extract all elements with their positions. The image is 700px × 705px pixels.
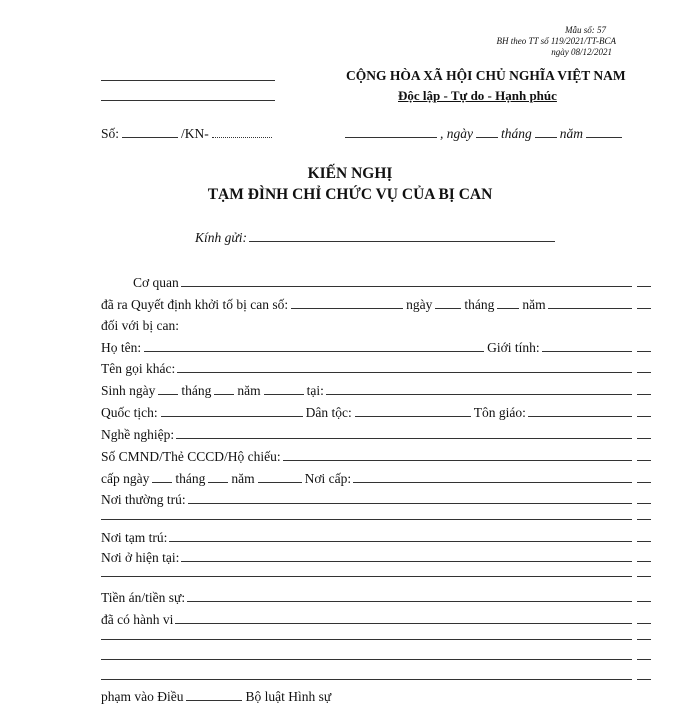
noi-o-hien-tai-extra-tail [637, 576, 651, 577]
hanh-vi-extra-1 [101, 632, 651, 644]
date-nam-blank [586, 137, 622, 138]
cap-ngay-blank [152, 482, 172, 483]
qd-thang-label: tháng [464, 297, 495, 312]
noi-cap-blank [353, 482, 632, 483]
qd-ngay-blank [435, 308, 461, 309]
form-number: Mẫu số: 57 [565, 25, 606, 35]
pham-vao-dieu-row [101, 689, 331, 705]
nghe-nghiep-tail [637, 438, 651, 439]
hanh-vi-extra-tail-3 [637, 679, 651, 680]
co-quan-blank [181, 286, 632, 287]
sinh-tail [637, 394, 651, 395]
date-ngay: , ngày [440, 126, 473, 141]
qd-nam-label: năm [522, 297, 546, 312]
hanh-vi-extra-3 [101, 672, 651, 684]
noi-tam-tru-label: Nơi tạm trú: [101, 530, 168, 545]
sinh-ngay-row [101, 383, 651, 399]
document-subtitle: TẠM ĐÌNH CHỈ CHỨC VỤ CỦA BỊ CAN [207, 186, 493, 203]
cap-thang-label: tháng [175, 471, 206, 486]
nghe-nghiep-row [101, 427, 651, 443]
sinh-thang-label: tháng [181, 383, 212, 398]
cmnd-label: Số CMND/Thẻ CCCD/Hộ chiếu: [101, 449, 281, 464]
nghe-nghiep-blank [176, 438, 632, 439]
dan-toc-blank [355, 416, 471, 417]
noi-thuong-tru-blank [188, 503, 632, 504]
noi-o-hien-tai-label: Nơi ở hiện tại: [101, 550, 180, 565]
kn-label: /KN- [181, 126, 209, 141]
hanh-vi-row [101, 612, 651, 628]
tai-label: tại: [306, 383, 324, 398]
hanh-vi-tail [637, 623, 651, 624]
quoc-tich-row [101, 405, 651, 421]
noi-o-hien-tai-blank [181, 561, 632, 562]
tien-an-row [101, 590, 651, 606]
gioi-tinh-label: Giới tính: [487, 340, 540, 355]
qd-tail [637, 308, 651, 309]
date-line [345, 126, 625, 142]
quoc-tich-label: Quốc tịch: [101, 405, 158, 420]
so-blank [122, 137, 178, 138]
noi-tam-tru-row [101, 530, 651, 546]
cmnd-tail [637, 460, 651, 461]
nation-heading: CỘNG HÒA XÃ HỘI CHỦ NGHĨA VIỆT NAM [346, 68, 626, 83]
tien-an-blank [187, 601, 632, 602]
cmnd-blank [283, 460, 632, 461]
date-ngay-blank [476, 137, 498, 138]
cap-ngay-row [101, 471, 651, 487]
national-motto: Độc lập - Tự do - Hạnh phúc [398, 88, 557, 103]
bo-luat-label: Bộ luật Hình sự [245, 689, 332, 704]
hanh-vi-extra-line-2 [101, 659, 632, 660]
sinh-nam-blank [264, 394, 304, 395]
dieu-blank [186, 700, 242, 701]
cap-tail [637, 482, 651, 483]
noi-o-hien-tai-row [101, 550, 651, 566]
sinh-nam-label: năm [237, 383, 261, 398]
cmnd-row [101, 449, 651, 465]
hanh-vi-extra-tail-1 [637, 639, 651, 640]
kinh-gui-blank [249, 241, 555, 242]
co-quan-label: Cơ quan [133, 275, 179, 290]
quoc-tich-tail [637, 416, 651, 417]
document-title: KIẾN NGHỊ [307, 165, 393, 182]
co-quan-row [133, 275, 651, 291]
so-label: Số: [101, 126, 120, 141]
date-nam: năm [559, 126, 584, 141]
noi-tam-tru-tail [637, 541, 651, 542]
noi-thuong-tru-label: Nơi thường trú: [101, 492, 186, 507]
kinh-gui-label: Kính gửi: [195, 230, 247, 245]
ho-ten-blank [144, 351, 484, 352]
form-issued-date: ngày 08/12/2021 [551, 47, 612, 57]
tai-blank [326, 394, 632, 395]
noi-o-hien-tai-extra-line [101, 576, 632, 577]
ten-goi-khac-blank [177, 372, 632, 373]
doi-voi-label: đối với bị can: [101, 318, 180, 333]
hanh-vi-extra-line-3 [101, 679, 632, 680]
date-thang: tháng [501, 126, 532, 141]
tien-an-label: Tiền án/tiền sự: [101, 590, 186, 605]
ten-goi-khac-row [101, 361, 651, 377]
kinh-gui-row [195, 230, 557, 246]
noi-thuong-tru-extra-line [101, 519, 632, 520]
ten-goi-khac-label: Tên gọi khác: [101, 361, 176, 376]
hanh-vi-extra-line-1 [101, 639, 632, 640]
ten-goi-khac-tail [637, 372, 651, 373]
cap-nam-blank [258, 482, 302, 483]
sinh-ngay-blank [158, 394, 178, 395]
form-issued-by: BH theo TT số 119/2021/TT-BCA [496, 36, 616, 46]
sinh-ngay-label: Sinh ngày [101, 383, 156, 398]
ton-giao-blank [528, 416, 632, 417]
quoc-tich-blank [161, 416, 303, 417]
ho-ten-row [101, 340, 651, 356]
hanh-vi-label: đã có hành vi [101, 612, 174, 627]
authority-line-1 [101, 80, 275, 81]
hanh-vi-extra-2 [101, 652, 651, 664]
quyet-dinh-row [101, 297, 651, 313]
qd-thang-blank [497, 308, 519, 309]
ho-ten-label: Họ tên: [101, 340, 142, 355]
qd-nam-blank [548, 308, 632, 309]
noi-cap-label: Nơi cấp: [304, 471, 352, 486]
noi-thuong-tru-row [101, 492, 651, 508]
nghe-nghiep-label: Nghề nghiệp: [101, 427, 175, 442]
place-blank [345, 137, 437, 138]
sinh-thang-blank [214, 394, 234, 395]
ton-giao-label: Tôn giáo: [473, 405, 526, 420]
noi-thuong-tru-extra [101, 512, 651, 524]
pham-vao-dieu-label: phạm vào Điều [101, 689, 184, 704]
form-number-block [496, 25, 616, 58]
ho-ten-tail [637, 351, 651, 352]
qd-number-blank [291, 308, 403, 309]
kn-blank [212, 137, 272, 138]
noi-thuong-tru-extra-tail [637, 519, 651, 520]
authority-line-2 [101, 100, 275, 101]
noi-tam-tru-blank [169, 541, 632, 542]
dan-toc-label: Dân tộc: [305, 405, 352, 420]
noi-o-hien-tai-extra [101, 569, 651, 581]
date-thang-blank [535, 137, 557, 138]
noi-o-hien-tai-tail [637, 561, 651, 562]
cap-thang-blank [208, 482, 228, 483]
noi-thuong-tru-tail [637, 503, 651, 504]
cap-nam-label: năm [231, 471, 255, 486]
document-number [101, 126, 275, 142]
gioi-tinh-blank [542, 351, 632, 352]
qd-ngay-label: ngày [406, 297, 433, 312]
da-ra-label: đã ra Quyết định khởi tố bị can số: [101, 297, 289, 312]
tien-an-tail [637, 601, 651, 602]
co-quan-tail [637, 286, 651, 287]
cap-ngay-label: cấp ngày [101, 471, 150, 486]
hanh-vi-blank [175, 623, 632, 624]
hanh-vi-extra-tail-2 [637, 659, 651, 660]
